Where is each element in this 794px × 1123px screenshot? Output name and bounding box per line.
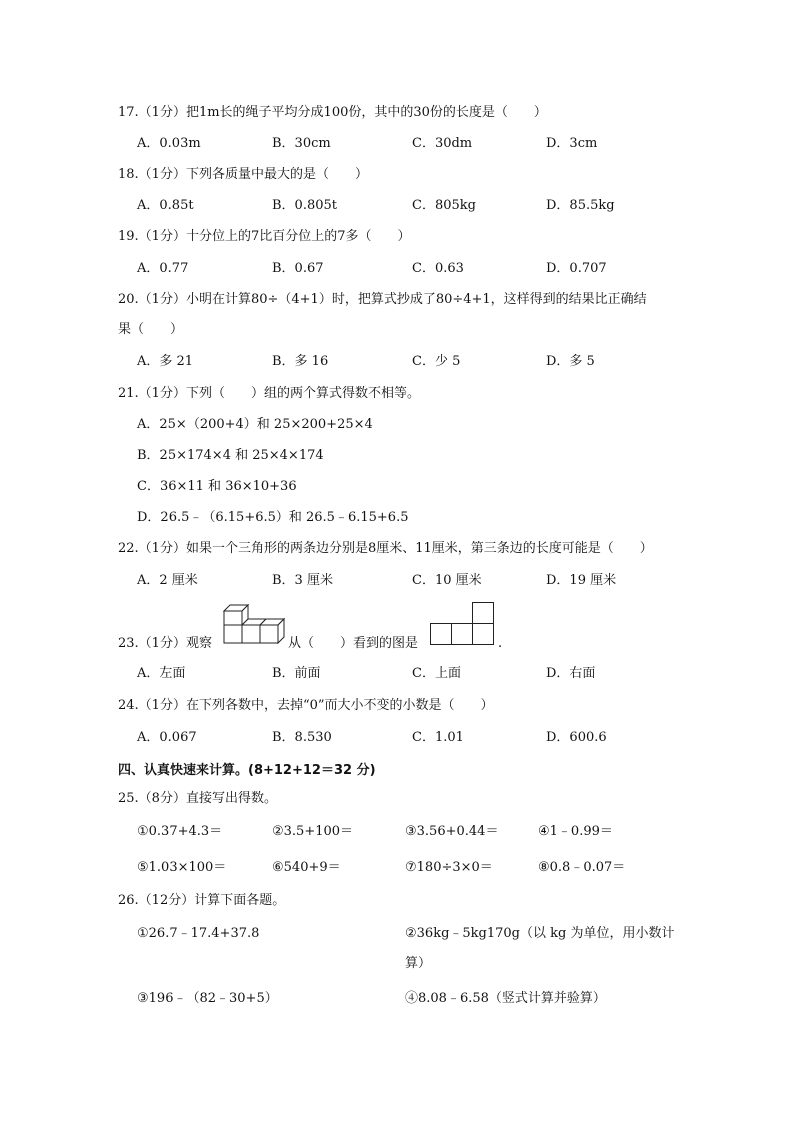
q23-option-b: B．前面 [272,666,321,681]
q25-item-4: ④1﹣0.99＝ [538,824,613,839]
q21-option-b: B．25×174×4 和 25×4×174 [137,448,324,463]
q19-option-b: B．0.67 [272,261,324,276]
section-4-title: 四、认真快速来计算。(8+12+12＝32 分) [118,763,376,778]
q24-option-c: C．1.01 [412,730,464,745]
q20-option-b: B．多 16 [272,354,329,369]
q26-item-3: ③196﹣（82﹣30+5） [137,991,278,1006]
q20-option-d: D．多 5 [546,354,595,369]
q21-stem: 21.（1分）下列（ ）组的两个算式得数不相等。 [118,386,420,401]
q25-item-3: ③3.56+0.44＝ [405,824,499,839]
q22-stem: 22.（1分）如果一个三角形的两条边分别是8厘米、11厘米，第三条边的长度可能是（ ） [118,541,653,556]
q23-stem-end: . [498,636,503,651]
view-square [472,623,494,645]
q17-option-b: B．30cm [272,136,331,151]
q18-option-a: A．0.85t [137,198,194,213]
q26-item-4: ④8.08﹣6.58（竖式计算并验算） [405,991,606,1006]
q20-stem-line2: 果（ ） [118,322,184,337]
q24-stem: 24.（1分）在下列各数中，去掉“0”而大小不变的小数是（ ） [118,698,494,713]
q17-option-c: C．30dm [412,136,473,151]
q18-option-d: D．85.5kg [546,198,615,213]
q22-option-c: C．10 厘米 [412,573,482,588]
q23-option-c: C．上面 [412,666,461,681]
cube-front-face [224,625,242,643]
q20-option-c: C．少 5 [412,354,461,369]
q25-item-2: ②3.5+100＝ [272,824,354,839]
q21-option-a: A．25×（200+4）和 25×200+25×4 [137,417,373,432]
q23-stem-start: 23.（1分）观察 [118,636,212,651]
q17-option-d: D．3cm [546,136,598,151]
q18-option-c: C．805kg [412,198,476,213]
q25-stem: 25.（8分）直接写出得数。 [118,791,277,806]
q22-option-a: A．2 厘米 [137,573,198,588]
q24-option-d: D．600.6 [546,730,607,745]
q21-option-c: C．36×11 和 36×10+36 [137,479,297,494]
q20-option-a: A．多 21 [137,354,194,369]
cube-front-face [260,625,278,643]
q25-item-5: ⑤1.03×100＝ [137,860,227,875]
view-figure [430,601,496,645]
q23-option-d: D．右面 [546,666,596,681]
q26-item-2-line1: ②36kg﹣5kg170g（以 kg 为单位，用小数计 [405,926,675,941]
q18-option-b: B．0.805t [272,198,337,213]
q19-option-a: A．0.77 [137,261,189,276]
q19-option-d: D．0.707 [546,261,607,276]
q26-stem: 26.（12分）计算下面各题。 [118,893,286,908]
q25-item-8: ⑧0.8﹣0.07＝ [538,860,626,875]
q19-stem: 19.（1分）十分位上的7比百分位上的7多（ ） [118,229,411,244]
q17-option-a: A．0.03m [137,136,201,151]
cube-front-face [242,625,260,643]
q26-item-1: ①26.7﹣17.4+37.8 [137,926,260,941]
q21-option-d: D．26.5﹣（6.15+6.5）和 26.5﹣6.15+6.5 [137,510,409,525]
q22-option-b: B．3 厘米 [272,573,333,588]
view-square [451,623,473,645]
view-square [430,623,452,645]
q17-stem: 17.（1分）把1m长的绳子平均分成100份，其中的30份的长度是（ ） [118,105,547,120]
cube-stack-figure [223,604,287,646]
q23-stem-middle: 从（ ）看到的图是 [288,636,419,651]
q25-item-7: ⑦180÷3×0＝ [405,860,493,875]
q25-item-6: ⑥540+9＝ [272,860,341,875]
q22-option-d: D．19 厘米 [546,573,617,588]
view-square [472,602,494,624]
q18-stem: 18.（1分）下列各质量中最大的是（ ） [118,167,368,182]
cube-front-face [224,611,242,625]
q24-option-a: A．0.067 [137,730,197,745]
q26-item-2-line2: 算） [405,956,432,971]
q23-option-a: A．左面 [137,666,186,681]
q24-option-b: B．8.530 [272,730,332,745]
q25-item-1: ①0.37+4.3＝ [137,824,223,839]
q19-option-c: C．0.63 [412,261,464,276]
q20-stem-line1: 20.（1分）小明在计算80÷（4+1）时，把算式抄成了80÷4+1，这样得到的结果比正确结 [118,292,647,307]
